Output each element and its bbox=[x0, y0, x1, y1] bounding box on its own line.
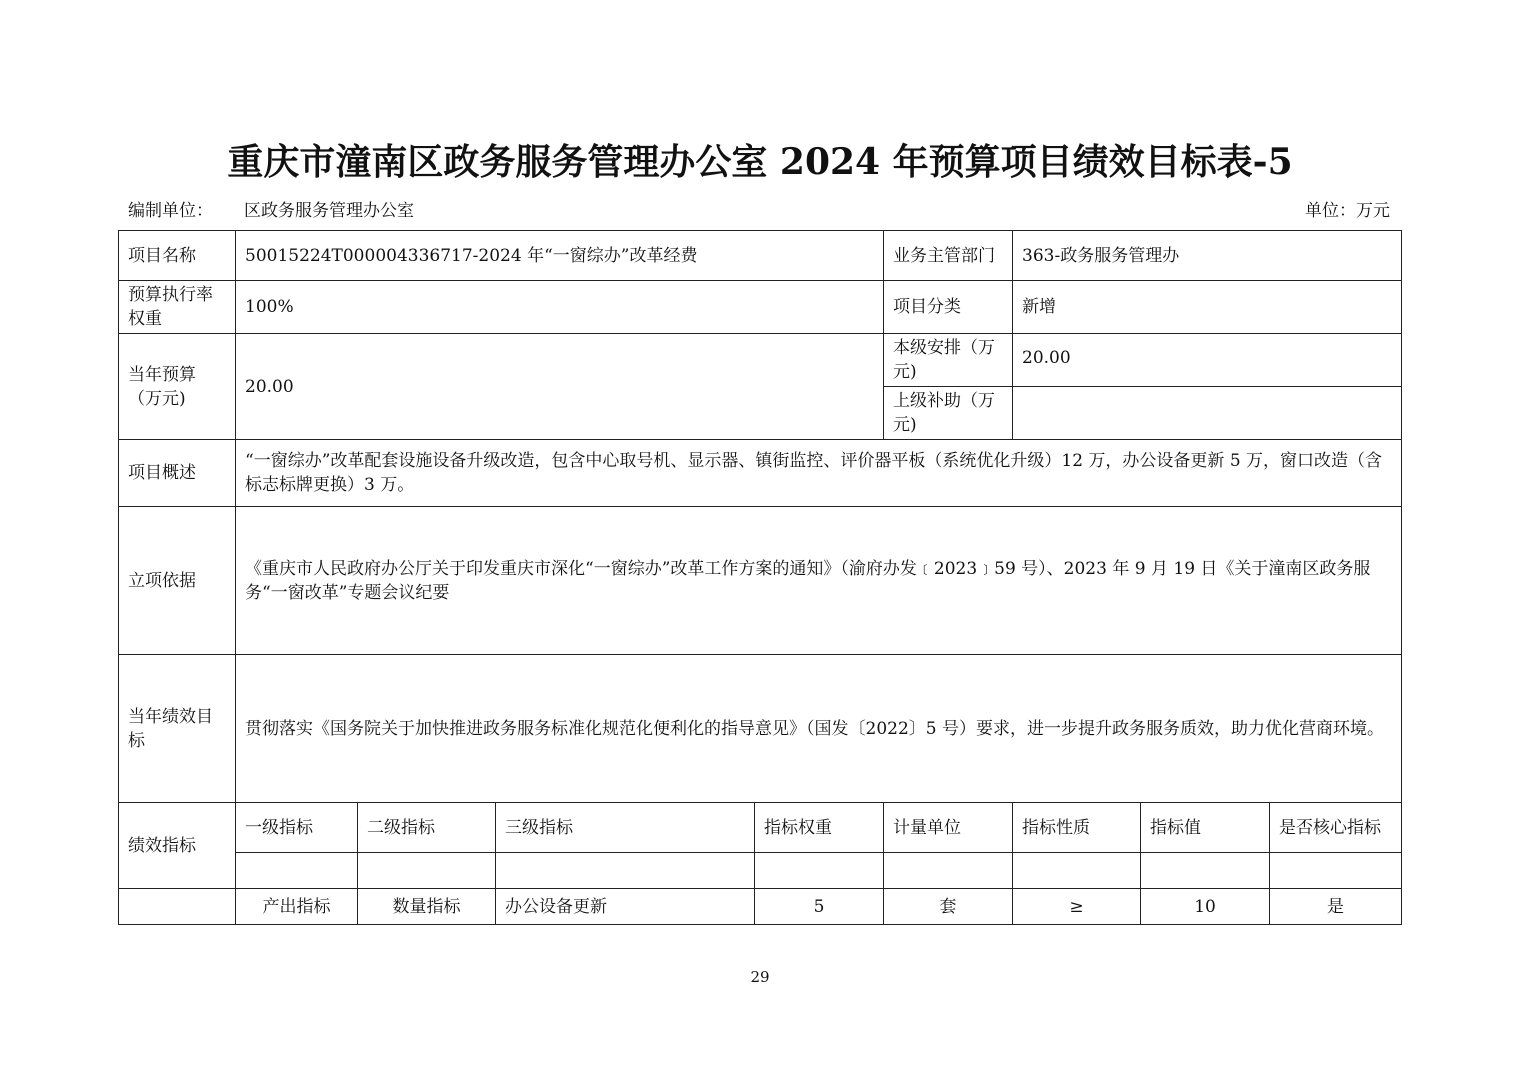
header-nature: 指标性质 bbox=[1013, 803, 1141, 853]
header-core: 是否核心指标 bbox=[1270, 803, 1402, 853]
goal-label: 当年绩效目标 bbox=[119, 655, 236, 803]
currency-unit: 单位：万元 bbox=[1305, 201, 1390, 221]
header-level2: 二级指标 bbox=[358, 803, 496, 853]
budget-label: 当年预算（万元) bbox=[119, 334, 236, 440]
row-weight: 5 bbox=[755, 889, 884, 925]
row-core: 是 bbox=[1270, 889, 1402, 925]
dept-label: 业务主管部门 bbox=[884, 231, 1013, 281]
basis-value: 《重庆市人民政府办公厅关于印发重庆市深化“一窗综办”改革工作方案的通知》（渝府办发﹝2023﹞59 号）、2023 年 9 月 19 日《关于潼南区政务服务“一窗改革”专题会议纪要 bbox=[236, 507, 1402, 655]
row-level2: 数量指标 bbox=[358, 889, 496, 925]
empty-cell bbox=[884, 853, 1013, 889]
compiling-unit-value: 区政务服务管理办公室 bbox=[244, 201, 414, 221]
dept-value: 363-政务服务管理办 bbox=[1013, 231, 1402, 281]
header-unit: 计量单位 bbox=[884, 803, 1013, 853]
row-value: 10 bbox=[1141, 889, 1270, 925]
basis-label: 立项依据 bbox=[119, 507, 236, 655]
local-value: 20.00 bbox=[1013, 334, 1402, 387]
row-level3: 办公设备更新 bbox=[496, 889, 755, 925]
compiling-unit-label: 编制单位： bbox=[128, 201, 213, 221]
page-number: 29 bbox=[750, 968, 770, 986]
exec-rate-value: 100% bbox=[236, 281, 884, 334]
row-nature: ≥ bbox=[1013, 889, 1141, 925]
header-weight: 指标权重 bbox=[755, 803, 884, 853]
empty-cell bbox=[496, 853, 755, 889]
overview-label: 项目概述 bbox=[119, 440, 236, 507]
empty-cell bbox=[1013, 853, 1141, 889]
empty-cell bbox=[119, 889, 236, 925]
budget-value: 20.00 bbox=[236, 334, 884, 440]
header-level3: 三级指标 bbox=[496, 803, 755, 853]
empty-cell bbox=[1270, 853, 1402, 889]
header-level1: 一级指标 bbox=[236, 803, 358, 853]
table-row bbox=[119, 889, 1402, 925]
empty-cell bbox=[755, 853, 884, 889]
empty-cell bbox=[236, 853, 358, 889]
project-name-label: 项目名称 bbox=[119, 231, 236, 281]
project-name-value: 50015224T000004336717-2024 年“一窗综办”改革经费 bbox=[236, 231, 884, 281]
page-title: 重庆市潼南区政务服务管理办公室 2024 年预算项目绩效目标表-5 bbox=[227, 141, 1293, 183]
exec-rate-label: 预算执行率权重 bbox=[119, 281, 236, 334]
empty-cell bbox=[1141, 853, 1270, 889]
compiling-unit bbox=[128, 196, 414, 221]
category-value: 新增 bbox=[1013, 281, 1402, 334]
upper-label: 上级补助（万元) bbox=[884, 387, 1013, 440]
performance-target-table bbox=[118, 230, 1402, 925]
category-label: 项目分类 bbox=[884, 281, 1013, 334]
upper-value bbox=[1013, 387, 1402, 440]
local-label: 本级安排（万元) bbox=[884, 334, 1013, 387]
goal-value: 贯彻落实《国务院关于加快推进政务服务标准化规范化便利化的指导意见》（国发〔2022〕5 号）要求，进一步提升政务服务质效，助力优化营商环境。 bbox=[236, 655, 1402, 803]
row-level1: 产出指标 bbox=[236, 889, 358, 925]
header-value: 指标值 bbox=[1141, 803, 1270, 853]
empty-cell bbox=[358, 853, 496, 889]
overview-value: “一窗综办”改革配套设施设备升级改造，包含中心取号机、显示器、镇街监控、评价器平板（系统优化升级）12 万，办公设备更新 5 万，窗口改造（含标志标牌更换）3 万。 bbox=[236, 440, 1402, 507]
row-unit: 套 bbox=[884, 889, 1013, 925]
indicator-label: 绩效指标 bbox=[119, 803, 236, 889]
